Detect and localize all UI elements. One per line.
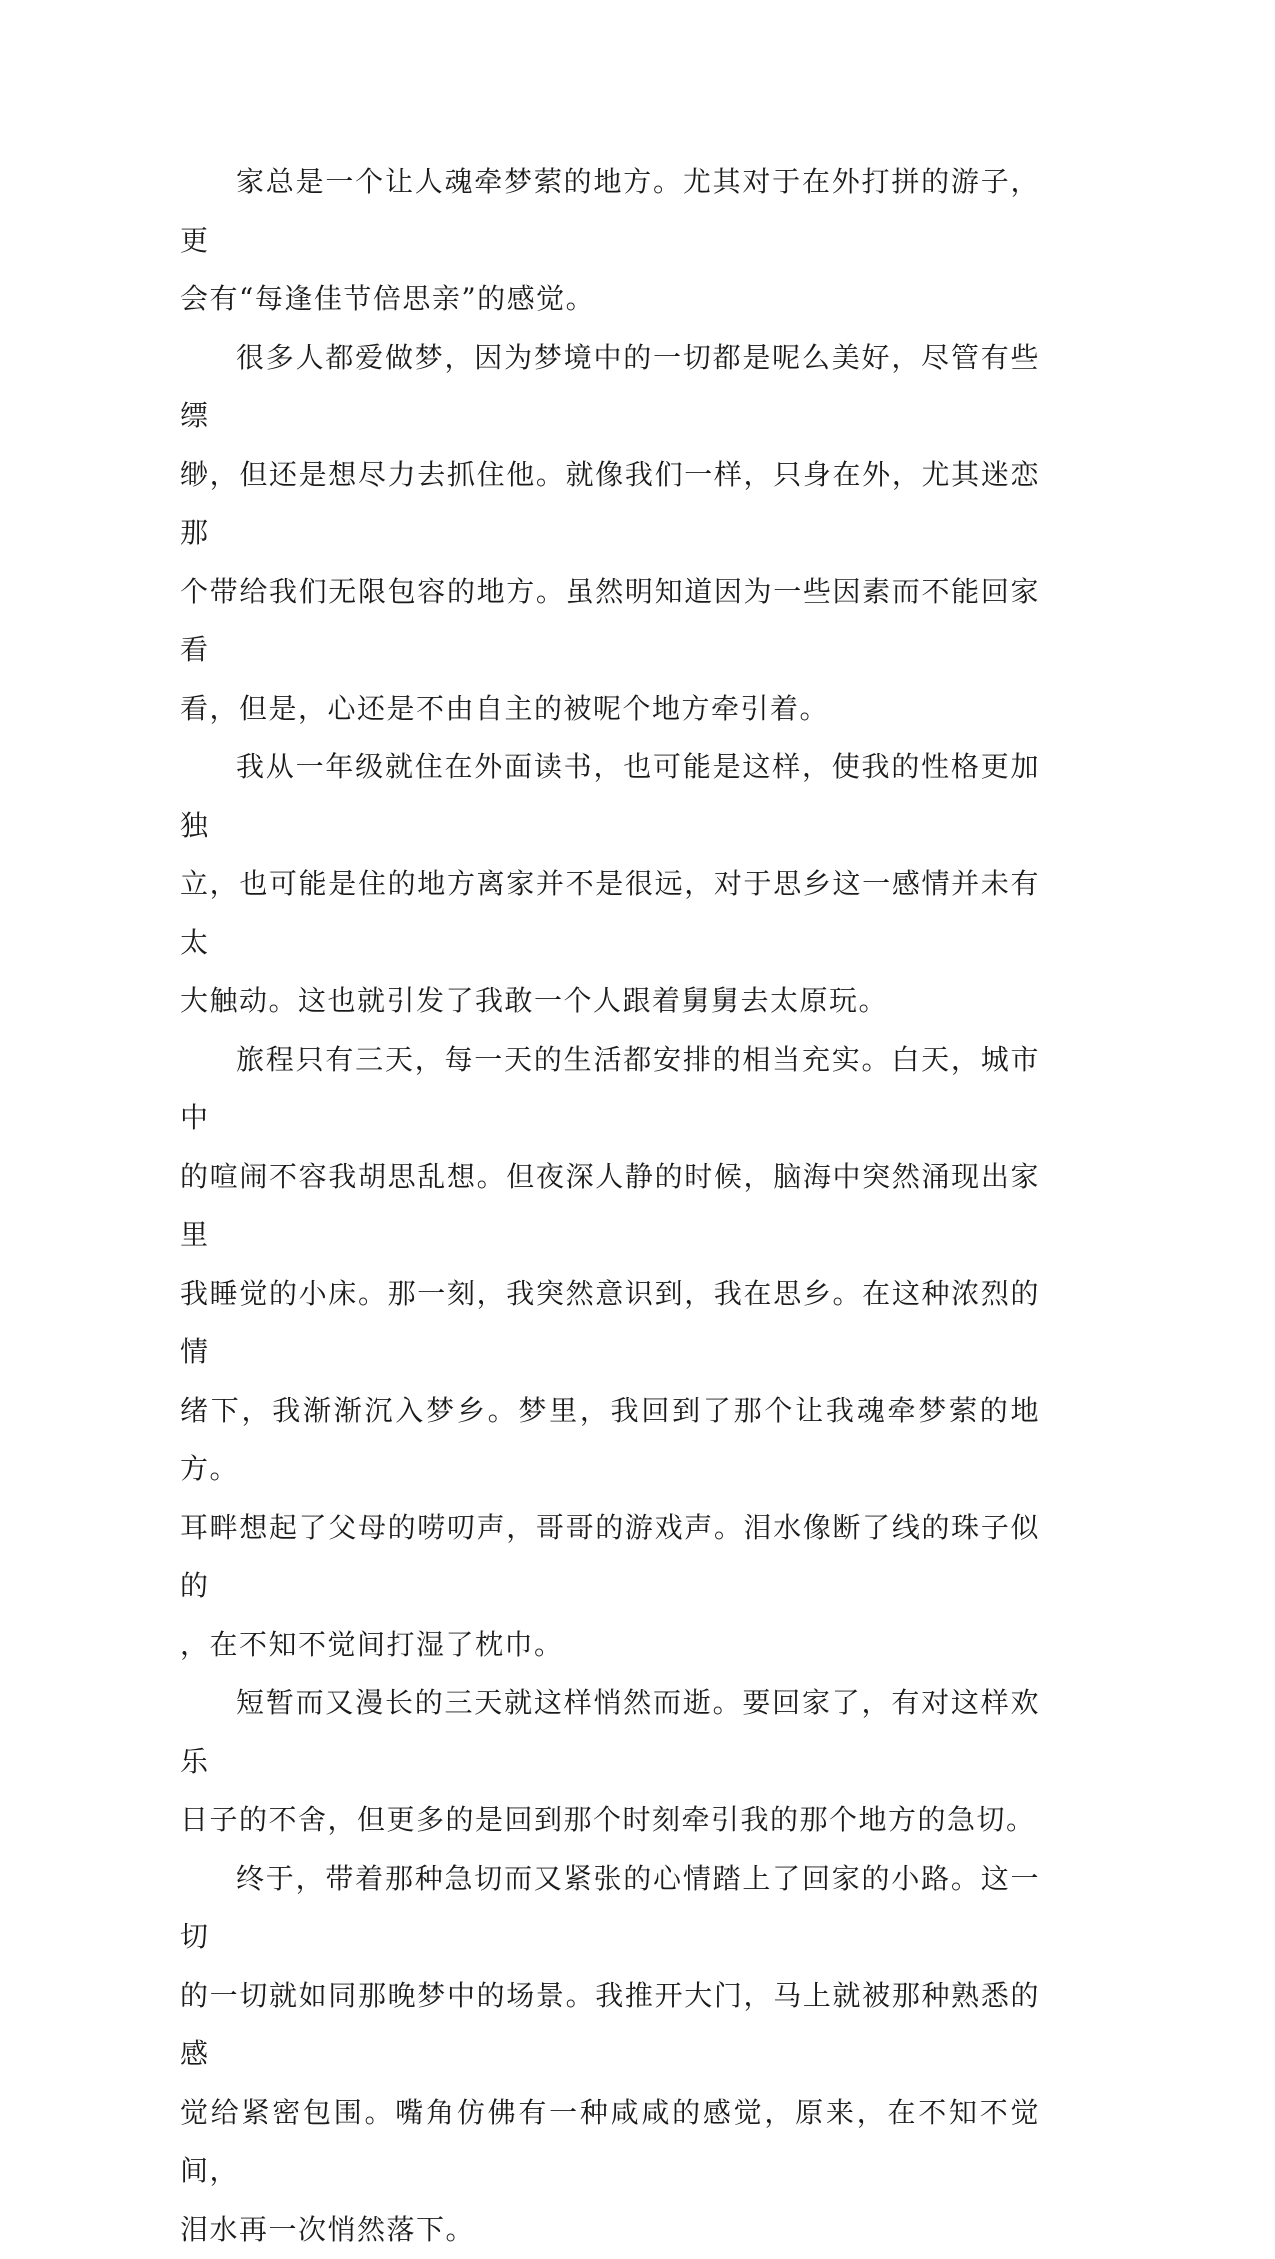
paragraph: 家总是一个让人魂牵梦萦的地方。尤其对于在外打拼的游子，更 会有“每逢佳节倍思亲”的感觉。 xyxy=(180,153,1040,329)
paragraph: 旅程只有三天，每一天的生活都安排的相当充实。白天，城市中 的喧闹不容我胡思乱想。但夜深人静的时候，脑海中突然涌现出家里 我睡觉的小床。那一刻，我突然意识到，我在思乡。在这种浓烈的情 绪下，我渐渐沉入梦乡。梦里，我回到了那个让我魂牵梦萦的地方。 耳畔想起了父母的唠叨声，哥哥的游戏声。泪水像断了线的珠子似的 ，在不知不觉间打湿了枕巾。 xyxy=(180,1031,1040,1675)
essay-body xyxy=(180,153,1040,2259)
paragraph: 终于，带着那种急切而又紧张的心情踏上了回家的小路。这一切 的一切就如同那晚梦中的场景。我推开大门，马上就被那种熟悉的感 觉给紧密包围。嘴角仿佛有一种咸咸的感觉，原来，在不知不觉间， 泪水再一次悄然落下。 xyxy=(180,1850,1040,2259)
paragraph: 很多人都爱做梦，因为梦境中的一切都是呢么美好，尽管有些缥 缈，但还是想尽力去抓住他。就像我们一样，只身在外，尤其迷恋那 个带给我们无限包容的地方。虽然明知道因为一些因素而不能回家看 看，但是，心还是不由自主的被呢个地方牵引着。 xyxy=(180,329,1040,739)
paragraph: 短暂而又漫长的三天就这样悄然而逝。要回家了，有对这样欢乐 日子的不舍，但更多的是回到那个时刻牵引我的那个地方的急切。 xyxy=(180,1674,1040,1850)
paragraph: 我从一年级就住在外面读书，也可能是这样，使我的性格更加独 立，也可能是住的地方离家并不是很远，对于思乡这一感情并未有太 大触动。这也就引发了我敢一个人跟着舅舅去太原玩。 xyxy=(180,738,1040,1031)
